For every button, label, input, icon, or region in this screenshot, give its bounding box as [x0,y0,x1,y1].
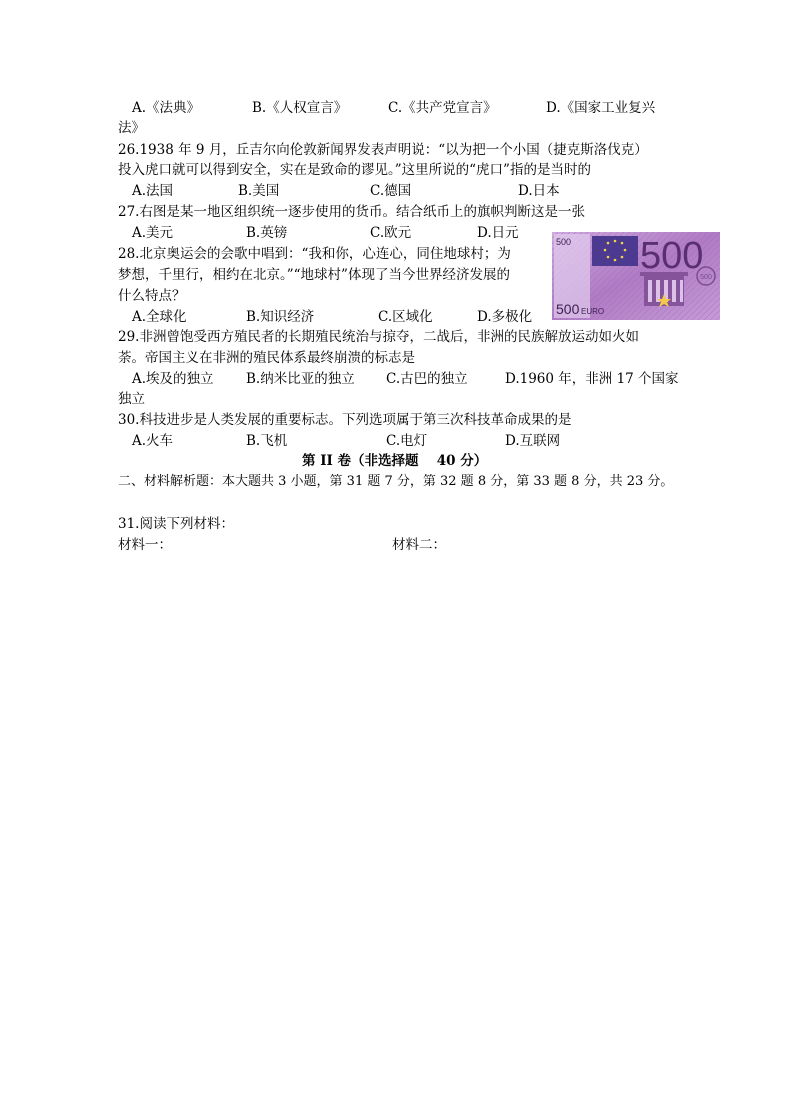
q28-stem-line2: 梦想，千里行，相约在北京。”“地球村”体现了当今世界经济发展的 [118,267,510,283]
q25-option-a: A.《法典》 [132,100,201,116]
q28-option-a: A.全球化 [132,309,187,325]
denomination-small: 500 [556,301,580,317]
q25-option-c: C.《共产党宣言》 [388,100,497,116]
q25-option-b: B.《人权宣言》 [252,100,348,116]
q29-option-d-continued: 独立 [118,391,145,407]
q25-option-d: D.《国家工业复兴 [546,100,656,116]
banknote-drawing [552,232,720,320]
q27-option-a: A.美元 [132,225,174,241]
q29-stem-line2: 荼。帝国主义在非洲的殖民体系最终崩溃的标志是 [118,350,415,366]
q28-stem-line1: 28.北京奥运会的会歌中唱到：“我和你，心连心，同住地球村；为 [118,246,511,262]
emblem-value: 500 [700,274,712,281]
q27-stem-line1: 27.右图是某一地区组织统一逐步使用的货币。结合纸币上的旗帜判断这是一张 [118,204,585,220]
q28-option-d: D.多极化 [477,309,533,325]
q29-stem-line1: 29.非洲曾饱受西方殖民者的长期殖民统治与掠夺，二战后，非洲的民族解放运动如火如 [118,329,639,345]
q30-option-a: A.火车 [132,433,174,449]
q28-stem-line3: 什么特点？ [118,288,186,304]
q30-option-c: C.电灯 [386,433,428,449]
part2-instructions: 二、材料解析题：本大题共 3 小题，第 31 题 7 分，第 32 题 8 分，第 33 题 8 分，共 23 分。 [118,474,674,489]
q25-option-d-continued: 法》 [118,120,145,136]
q31-material1-label: 材料一： [118,537,172,553]
q26-option-d: D.日本 [518,183,560,199]
q29-option-a: A.埃及的独立 [132,371,214,387]
q29-option-d: D.1960 年，非洲 17 个国家 [505,371,679,387]
q30-option-d: D.互联网 [505,433,561,449]
currency-word: EURO [581,307,605,316]
q29-option-c: C.古巴的独立 [386,371,468,387]
q28-option-c: C.区域化 [378,309,433,325]
part2-heading: 第 II 卷（非选择题 40 分） [302,453,488,469]
q31-intro: 31.阅读下列材料： [118,516,234,532]
q28-option-b: B.知识经济 [246,309,315,325]
eu-flag-icon [592,236,638,266]
q30-option-b: B.飞机 [246,433,288,449]
q27-option-c: C.欧元 [370,225,412,241]
q27-option-d: D.日元 [477,225,519,241]
q31-material2-label: 材料二： [392,537,446,553]
denomination-large: 500 [640,235,704,277]
q30-stem-line1: 30.科技进步是人类发展的重要标志。下列选项属于第三次科技革命成果的是 [118,412,572,428]
euro-banknote-image [552,232,720,320]
q26-option-b: B.美国 [238,183,280,199]
q27-option-b: B.英镑 [246,225,288,241]
q29-option-b: B.纳米比亚的独立 [246,371,355,387]
q26-stem-line2: 投入虎口就可以得到安全，实在是致命的谬见。”这里所说的“虎口”指的是当时的 [118,162,591,178]
q26-stem-line1: 26.1938 年 9 月，丘吉尔向伦敦新闻界发表声明说：“以为把一个小国（捷克斯洛伐克） [118,142,648,158]
denomination-corner: 500 [556,237,572,247]
q26-option-a: A.法国 [132,183,174,199]
q26-option-c: C.德国 [370,183,412,199]
